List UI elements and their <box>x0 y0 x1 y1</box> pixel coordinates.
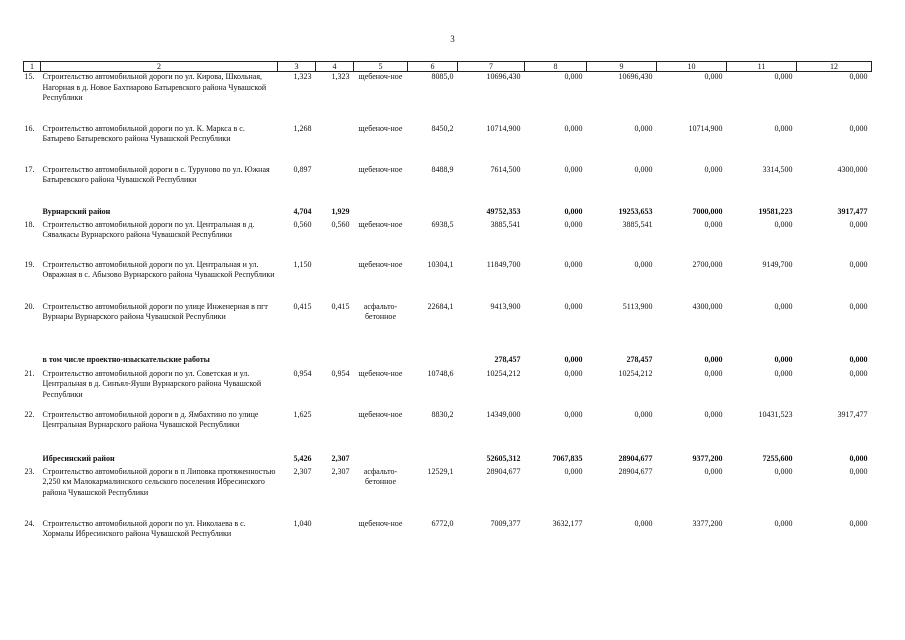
cost-col-12: 0,000 <box>849 368 868 378</box>
unit-cost: 8085,0 <box>431 72 454 81</box>
cost-col-9: 278,457 <box>626 354 653 364</box>
table-row <box>24 260 872 302</box>
cost-col-11: 3314,500 <box>762 164 793 174</box>
cost-col-12: 0,000 <box>849 219 868 229</box>
column-header: 4 <box>316 62 354 72</box>
cost-col-8: 0,000 <box>564 259 583 269</box>
cost-col-12: 0,000 <box>849 72 868 81</box>
cost-col-9: 28904,677 <box>618 453 653 463</box>
length-total: 1,323 <box>293 72 312 81</box>
cost-col-9: 10254,212 <box>618 368 653 378</box>
length-built: 2,307 <box>331 453 350 463</box>
cost-col-10: 0,000 <box>704 368 723 378</box>
row-number: 21. <box>24 368 35 378</box>
length-built <box>316 260 354 302</box>
road-name: Строительство автомобильной дороги по ул. Николаева в с. Хормалы Ибресинского района Чувашской Республики <box>42 518 246 538</box>
cost-col-8: 0,000 <box>564 207 583 217</box>
cost-col-12: 0,000 <box>849 518 868 528</box>
length-total: 0,560 <box>293 219 312 229</box>
cost-col-9: 0,000 <box>634 123 653 133</box>
cost-col-9: 0,000 <box>634 518 653 528</box>
unit-cost: 10304,1 <box>427 259 454 269</box>
cost-col-12: 0,000 <box>849 259 868 269</box>
cost-col-11: 0,000 <box>774 368 793 378</box>
cost-col-12: 0,000 <box>849 453 868 463</box>
row-number: 22. <box>24 409 35 419</box>
column-header: 8 <box>525 62 587 72</box>
table-row <box>24 72 872 124</box>
cost-col-10: 4300,000 <box>692 301 723 311</box>
unit-cost: 8830,2 <box>431 409 454 419</box>
road-name: Строительство автомобильной дороги в п Липовка протяженностью 2,250 км Малокармалинского сельского поселения Ибресинского района Чувашской Республики <box>42 466 276 497</box>
unit-cost: 10748,6 <box>427 368 454 378</box>
column-header: 10 <box>657 62 727 72</box>
total-cost: 52605,312 <box>486 453 521 463</box>
unit-cost: 6938,5 <box>431 219 454 229</box>
column-header: 11 <box>727 62 797 72</box>
length-total: 2,307 <box>293 466 312 476</box>
cost-col-9: 5113,900 <box>622 301 653 311</box>
cost-col-8: 0,000 <box>564 301 583 311</box>
length-built <box>316 519 354 559</box>
length-total: 1,150 <box>293 259 312 269</box>
column-header: 1 <box>24 62 41 72</box>
surface-type <box>354 452 408 467</box>
column-header: 5 <box>354 62 408 72</box>
road-name: Строительство автомобильной дороги по ул. Кирова, Школьная, Нагорная в д. Новое Бахтиарово Батыревского района Чувашской Республики <box>42 72 267 102</box>
road-name: Строительство автомобильной дороги по ул. Советская и ул. Центральная в д. Синъял-Яуши Вурнарского района Чувашской Республики <box>42 368 262 399</box>
cost-col-8: 3632,177 <box>552 518 583 528</box>
row-number: 23. <box>24 466 35 476</box>
cost-col-9: 0,000 <box>634 259 653 269</box>
cost-col-9: 0,000 <box>634 164 653 174</box>
unit-cost <box>408 352 458 369</box>
cost-col-9: 10696,430 <box>618 72 653 81</box>
length-total: 0,415 <box>293 301 312 311</box>
total-cost: 28904,677 <box>486 466 521 476</box>
column-header: 7 <box>458 62 525 72</box>
unit-cost <box>408 206 458 220</box>
cost-col-11: 0,000 <box>774 123 793 133</box>
table-row <box>24 220 872 260</box>
length-total: 0,897 <box>293 164 312 174</box>
road-name: Строительство автомобильной дороги по ул. Центральная и ул. Овражная в с. Абызово Вурнарского района Чувашской Республики <box>42 259 275 279</box>
table-row <box>24 519 872 559</box>
table-row <box>24 302 872 352</box>
table-row <box>24 467 872 519</box>
page-number: 3 <box>450 34 455 44</box>
cost-col-11: 19581,223 <box>758 207 793 217</box>
surface-type: асфальто-бетонное <box>363 466 398 486</box>
unit-cost: 8450,2 <box>431 123 454 133</box>
total-cost: 14349,000 <box>486 409 521 419</box>
cost-col-10: 3377,200 <box>692 518 723 528</box>
cost-col-9: 0,000 <box>634 409 653 419</box>
cost-col-12: 4300,000 <box>837 164 868 174</box>
row-number: 24. <box>24 518 35 528</box>
row-number: 15. <box>24 72 35 81</box>
row-number: 17. <box>24 164 35 174</box>
cost-col-11: 0,000 <box>774 219 793 229</box>
row-number <box>24 206 41 220</box>
cost-col-12: 0,000 <box>849 466 868 476</box>
cost-col-8: 0,000 <box>564 72 583 81</box>
total-cost: 49752,353 <box>486 207 521 217</box>
length-total: 1,040 <box>293 518 312 528</box>
cost-col-11: 9149,700 <box>762 259 793 269</box>
cost-col-12: 3917,477 <box>837 207 868 217</box>
cost-col-10: 10714,900 <box>688 123 723 133</box>
cost-col-8: 0,000 <box>564 123 583 133</box>
column-header: 12 <box>797 62 872 72</box>
road-name: Строительство автомобильной дороги в с. Туруново по ул. Южная Батыревского района Чувашской Республики <box>42 164 270 184</box>
column-header: 9 <box>587 62 657 72</box>
total-cost: 11849,700 <box>486 259 521 269</box>
surface-type: щебеноч-ное <box>358 518 403 528</box>
surface-type: щебеноч-ное <box>358 368 403 378</box>
column-number-header <box>24 62 872 72</box>
length-built <box>316 124 354 165</box>
cost-col-8: 0,000 <box>564 466 583 476</box>
length-total: 4,704 <box>293 207 312 217</box>
table-row <box>24 410 872 452</box>
cost-col-11: 0,000 <box>774 466 793 476</box>
cost-col-12: 3917,477 <box>837 409 868 419</box>
total-cost: 10696,430 <box>486 72 521 81</box>
surface-type <box>354 206 408 220</box>
unit-cost: 6772,0 <box>431 518 454 528</box>
road-construction-table <box>23 61 872 559</box>
road-name: Строительство автомобильной дороги по ул. К. Маркса в с. Батырево Батыревского района Чувашской Республики <box>42 123 245 143</box>
column-header: 2 <box>41 62 278 72</box>
row-number: 16. <box>24 123 35 133</box>
cost-col-8: 0,000 <box>564 409 583 419</box>
cost-col-11: 10431,523 <box>758 409 793 419</box>
cost-col-8: 0,000 <box>564 219 583 229</box>
cost-col-10: 2700,000 <box>692 259 723 269</box>
cost-col-8: 7067,835 <box>552 453 583 463</box>
cost-col-8: 0,000 <box>564 164 583 174</box>
district-total-row <box>24 452 872 467</box>
cost-col-11: 0,000 <box>774 72 793 81</box>
row-number: 18. <box>24 219 35 229</box>
surface-type <box>354 352 408 369</box>
length-built: 1,929 <box>331 207 350 217</box>
cost-col-9: 19253,653 <box>618 207 653 217</box>
surface-type: щебеноч-ное <box>358 409 403 419</box>
header-row <box>24 62 872 72</box>
total-cost: 10714,900 <box>486 123 521 133</box>
cost-col-12: 0,000 <box>849 301 868 311</box>
length-built: 0,954 <box>331 368 350 378</box>
cost-col-11: 0,000 <box>774 354 793 364</box>
surface-type: асфальто-бетонное <box>363 301 398 321</box>
cost-col-11: 0,000 <box>774 518 793 528</box>
cost-col-8: 0,000 <box>564 354 583 364</box>
surface-type: щебеноч-ное <box>358 123 403 133</box>
cost-col-11: 7255,600 <box>762 453 793 463</box>
road-name: Ибресинский район <box>42 453 115 463</box>
length-built: 2,307 <box>331 466 350 476</box>
column-header: 3 <box>278 62 316 72</box>
road-name: Вурнарский район <box>42 207 111 217</box>
length-built: 0,415 <box>331 301 350 311</box>
cost-col-12: 0,000 <box>849 354 868 364</box>
unit-cost <box>408 452 458 467</box>
surface-type: щебеноч-ное <box>358 72 403 81</box>
length-total: 0,954 <box>293 368 312 378</box>
total-cost: 3885,541 <box>490 219 521 229</box>
table-body <box>24 72 872 559</box>
total-cost: 7614,500 <box>490 164 521 174</box>
row-number <box>24 352 41 369</box>
road-name: Строительство автомобильной дороги по улице Инженерная в пгт Вурнары Вурнарского района Чувашской Республики <box>42 301 268 321</box>
unit-cost: 12529,1 <box>427 466 454 476</box>
cost-col-10: 9377,200 <box>692 453 723 463</box>
length-built <box>316 352 354 369</box>
length-built: 1,323 <box>331 72 350 81</box>
cost-col-12: 0,000 <box>849 123 868 133</box>
unit-cost: 8488,9 <box>431 164 454 174</box>
row-number <box>24 452 41 467</box>
cost-col-9: 3885,541 <box>622 219 653 229</box>
cost-col-10: 0,000 <box>704 164 723 174</box>
cost-col-10: 0,000 <box>704 466 723 476</box>
length-built: 0,560 <box>331 219 350 229</box>
total-cost: 10254,212 <box>486 368 521 378</box>
total-cost: 9413,900 <box>490 301 521 311</box>
cost-col-9: 28904,677 <box>618 466 653 476</box>
cost-col-11: 0,000 <box>774 301 793 311</box>
length-total <box>278 352 316 369</box>
cost-col-10: 7000,000 <box>692 207 723 217</box>
length-built <box>316 165 354 206</box>
length-total: 1,268 <box>293 123 312 133</box>
road-name: Строительство автомобильной дороги по ул. Центральная в д. Сявалкасы Вурнарского района Чувашской Республики <box>42 219 255 239</box>
unit-cost: 22684,1 <box>427 301 454 311</box>
cost-col-10: 0,000 <box>704 72 723 81</box>
cost-col-10: 0,000 <box>704 354 723 364</box>
surface-type: щебеноч-ное <box>358 164 403 174</box>
column-header: 6 <box>408 62 458 72</box>
cost-col-10: 0,000 <box>704 409 723 419</box>
table-row <box>24 124 872 165</box>
total-cost: 278,457 <box>494 354 521 364</box>
subtotal-row <box>24 352 872 369</box>
total-cost: 7009,377 <box>490 518 521 528</box>
road-name: Строительство автомобильной дороги в д. Ямбахтино по улице Центральная Вурнарского района Чувашской Республики <box>42 409 259 429</box>
length-total: 1,625 <box>293 409 312 419</box>
table-row <box>24 165 872 206</box>
row-number: 19. <box>24 259 35 269</box>
row-number: 20. <box>24 301 35 311</box>
surface-type: щебеноч-ное <box>358 259 403 269</box>
table-row <box>24 369 872 410</box>
length-built <box>316 410 354 452</box>
district-total-row <box>24 206 872 220</box>
road-name: в том числе проектно-изыскательские работы <box>42 354 210 364</box>
surface-type: щебеноч-ное <box>358 219 403 229</box>
cost-col-8: 0,000 <box>564 368 583 378</box>
length-total: 5,426 <box>293 453 312 463</box>
cost-col-10: 0,000 <box>704 219 723 229</box>
